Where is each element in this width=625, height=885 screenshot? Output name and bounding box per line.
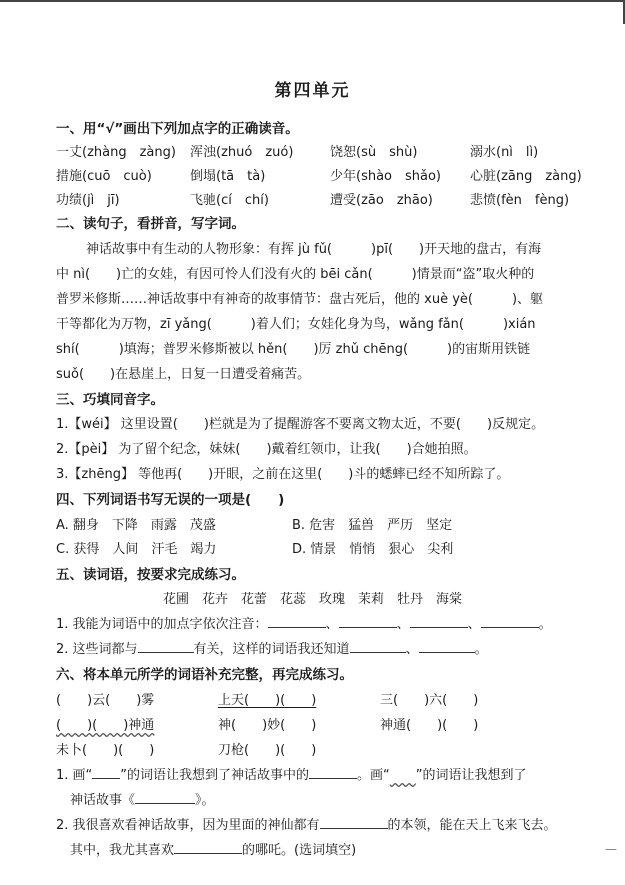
q1-heading: 一、用“√”画出下列加点字的正确读音。 (56, 121, 299, 137)
q5-word-list: 花圃 花卉 花蕾 花蕊 玫瑰 茉莉 牡丹 海棠 (162, 592, 462, 607)
q6-grid-cell: ( )( )神通 (56, 718, 155, 733)
q6-grid-cell: 未卜( )( ) (56, 743, 155, 758)
q1-item[interactable]: 倒塌(tā tà) (190, 169, 266, 184)
page-title: 第四单元 (274, 81, 351, 101)
q2-line-2: 中 nì( )亡的女娃，有因可怜人们没有火的 bēi cǎn( )情景而“盗”取火种的 (56, 267, 535, 282)
q6-item-2-text-b: 的本领，能在天上飞来飞去。 (387, 818, 557, 833)
q1-item[interactable]: 心脏(zāng zàng) (470, 169, 582, 184)
q4-option-d: D. 情景 悄悄 狠心 尖利 (292, 542, 454, 557)
q6-grid-cell: 三( )六( ) (380, 693, 479, 708)
q3-heading: 三、巧填同音字。 (56, 392, 164, 408)
answer-blank[interactable] (481, 613, 539, 628)
edge-mark: — (605, 842, 617, 856)
answer-blank[interactable] (320, 814, 388, 829)
scan-border-top (0, 0, 625, 2)
q6-item-1-text-b: ”的词语让我想到了神话故事中的 (120, 768, 310, 783)
q3-item-1: 1.【wéi】 这里设置( )栏就是为了提醒游客不要离文物太近，不要( )反规定。 (56, 417, 545, 432)
q1-item[interactable]: 悲愤(fèn fèng) (470, 193, 570, 208)
answer-blank[interactable] (410, 613, 468, 628)
answer-blank[interactable] (339, 613, 397, 628)
q1-item[interactable]: 遭受(zāo zhāo) (330, 193, 433, 208)
q6-item-1-text-e: 神话故事《 (70, 793, 136, 808)
q1-item[interactable]: 少年(shào shǎo) (330, 169, 442, 184)
underline-sample (92, 764, 120, 779)
answer-blank[interactable] (350, 638, 406, 653)
wavy-sample (390, 768, 416, 783)
q6-item-1-text-f: 》。 (195, 793, 215, 808)
q6-item-1 (56, 764, 527, 783)
q6-item-2-text: 2. 我很喜欢看神话故事，因为里面的神仙都有 (56, 818, 320, 833)
q6-grid-cell: 刀枪( )( ) (218, 743, 317, 758)
q6-item-2-text-c: 其中，我尤其喜欢 (70, 843, 175, 858)
q6-item-2-cont (70, 839, 356, 858)
q3-item-3: 3.【zhēng】 等他再( )开眼，之前在这里( )斗的蟋蟀已经不知所踪了。 (56, 467, 510, 482)
q6-grid-cell: 神通( )( ) (380, 718, 479, 733)
answer-blank[interactable] (309, 764, 357, 779)
q6-item-1-cont (70, 789, 215, 808)
q4-heading: 四、下列词语书写无误的一项是( ) (56, 492, 285, 508)
q6-grid-cell: 上天( )( ) (218, 693, 317, 708)
q4-option-b: B. 危害 猛兽 严历 坚定 (292, 518, 453, 533)
answer-blank[interactable] (174, 839, 242, 854)
q1-item[interactable]: 一丈(zhàng zàng) (56, 145, 176, 160)
q2-line-5: shí( )填海；普罗米修斯被以 hěn( )厉 zhǔ chēng( )的宙斯用铁链 (56, 342, 531, 357)
q1-item[interactable]: 溺水(nì lì) (470, 145, 539, 160)
q1-item[interactable]: 饶恕(sù shù) (330, 145, 418, 160)
answer-blank[interactable] (138, 638, 194, 653)
q6-grid-cell: 神( )妙( ) (218, 718, 317, 733)
q6-item-1-text-d: ”的词语让我想到了 (415, 768, 527, 783)
q2-line-1: 神话故事中有生动的人物形象：有挥 jù fǔ( )pī( )开天地的盘古，有海 (86, 242, 542, 257)
q6-heading: 六、将本单元所学的词语补充完整，再完成练习。 (56, 667, 353, 683)
q5-item-2-text: 2. 这些词都与 (56, 642, 138, 657)
answer-blank[interactable] (268, 613, 326, 628)
answer-blank[interactable] (419, 638, 475, 653)
q2-line-6: suǒ( )在悬崖上，日复一日遭受着痛苦。 (56, 367, 311, 382)
q3-item-2: 2.【pèi】 为了留个纪念，妹妹( )戴着红领巾，让我( )合她拍照。 (56, 442, 477, 457)
q1-item[interactable]: 措施(cuō cuò) (56, 169, 152, 184)
q4-option-a: A. 翻身 下降 雨露 茂盛 (56, 518, 216, 533)
q1-item[interactable]: 功绩(jì jī) (56, 193, 120, 208)
q2-line-3: 普罗米修斯……神话故事中有神奇的故事情节：盘古死后，他的 xuè yè( )、躯 (56, 292, 544, 307)
q6-item-2 (56, 814, 557, 833)
q6-item-1-text: 1. 画“ (56, 768, 93, 783)
answer-blank[interactable] (135, 789, 195, 804)
q2-line-4: 干等都化为万物，zī yǎng( )着人们；女娃化身为鸟，wǎng fǎn( )xián (56, 317, 536, 332)
q5-item-2-text-b: 有关，这样的词语我还知道 (193, 642, 350, 657)
q1-item[interactable]: 飞驰(cí chí) (190, 193, 269, 208)
q2-heading: 二、读句子，看拼音，写字词。 (56, 216, 245, 232)
q5-item-1-text: 1. 我能为词语中的加点字依次注音： (56, 617, 268, 632)
q6-item-1-text-c: 。画“ (357, 768, 390, 783)
q1-item[interactable]: 浑浊(zhuó zuó) (190, 145, 294, 160)
q4-option-c: C. 获得 人间 汗毛 竭力 (56, 542, 217, 557)
q5-item-2: 2. 这些词都与 有关，这样的词语我还知道 、 。 (56, 638, 488, 657)
q6-grid-cell: ( )云( )雾 (56, 693, 155, 708)
q5-heading: 五、读词语，按要求完成练习。 (56, 567, 245, 583)
q5-item-1: 1. 我能为词语中的加点字依次注音： 、 、 、 。 (56, 613, 552, 632)
q6-item-2-text-d: 的哪吒。(选词填空) (242, 843, 357, 858)
